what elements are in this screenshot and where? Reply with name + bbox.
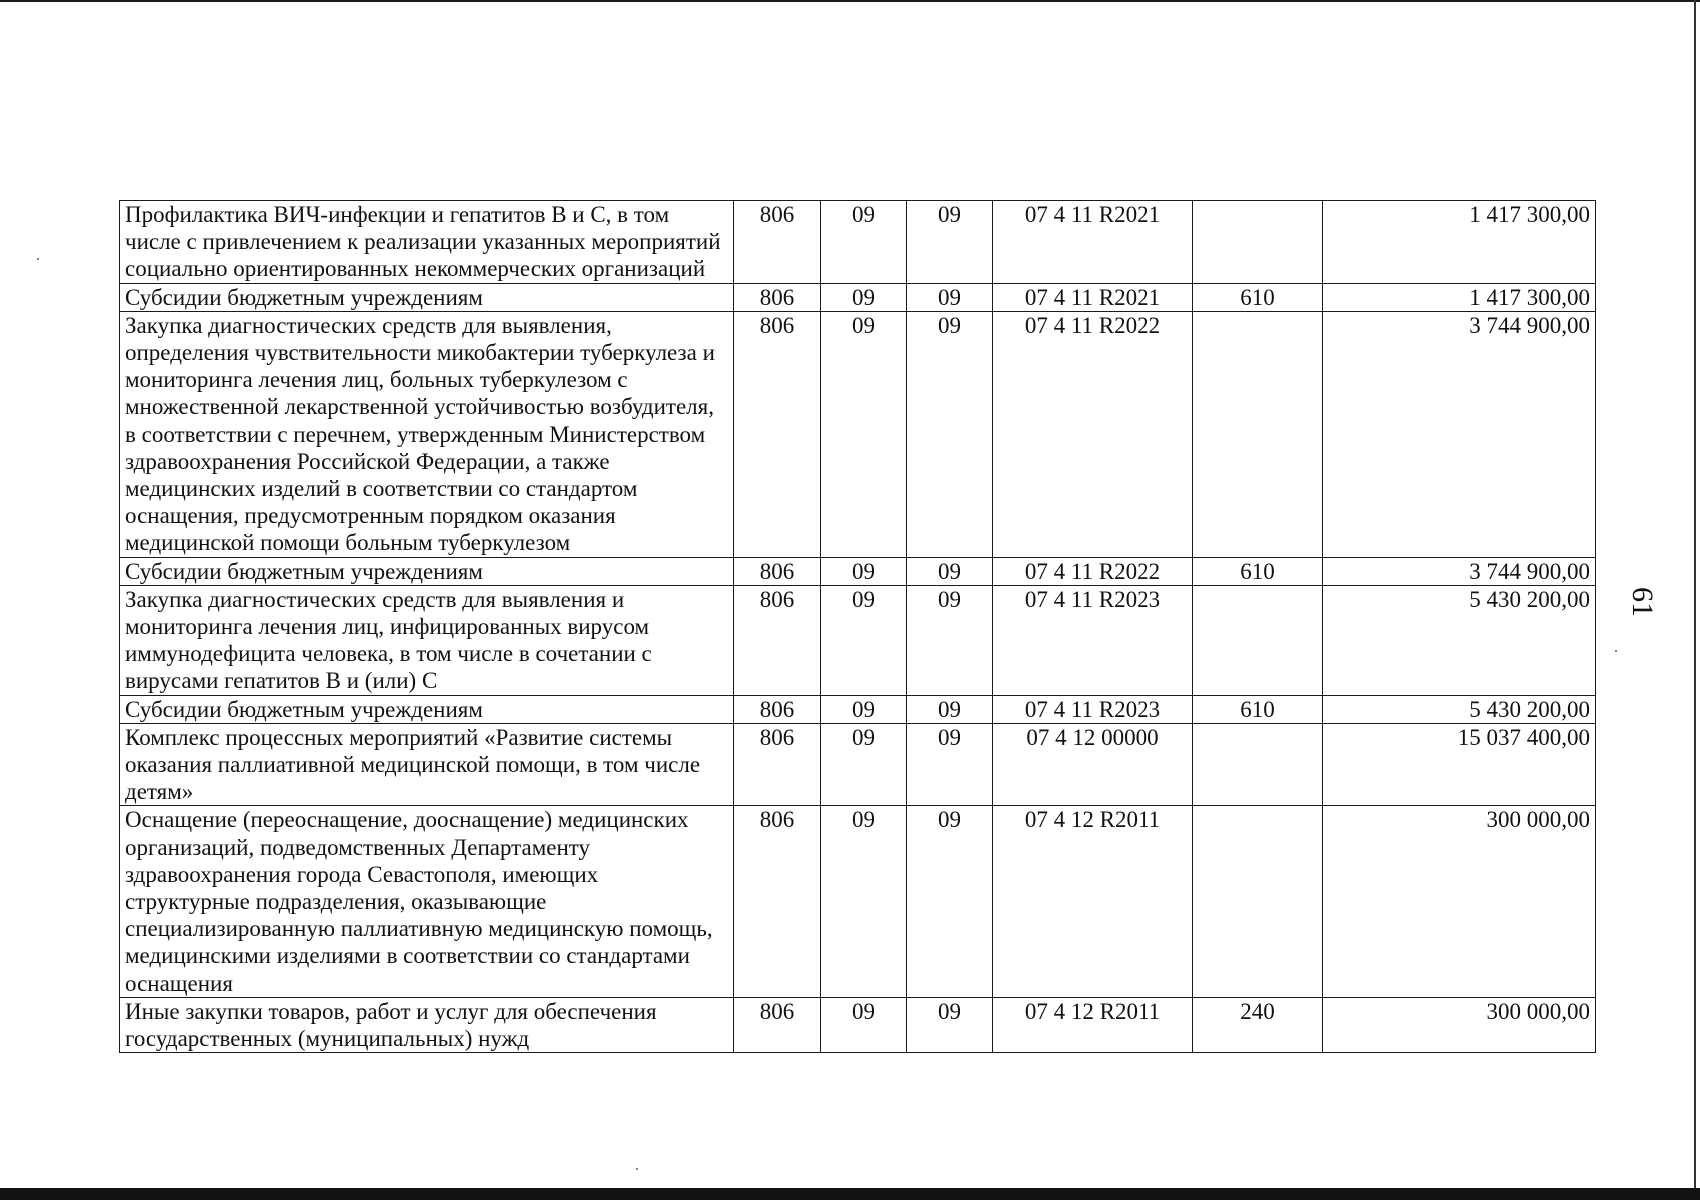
vr-cell <box>1193 201 1323 284</box>
table-row <box>120 201 1596 284</box>
vr-cell <box>1193 585 1323 695</box>
ved-cell: 806 <box>734 997 821 1052</box>
scan-edge-bottom <box>0 1188 1700 1200</box>
csr-cell: 07 4 12 00000 <box>993 723 1193 806</box>
row-name-cell: Комплекс процессных мероприятий «Развитие системы оказания паллиативной медицинской помощи, в том числе детям» <box>120 723 734 806</box>
pr-cell: 09 <box>907 806 993 997</box>
vr-cell: 240 <box>1193 997 1323 1052</box>
amount-cell: 15 037 400,00 <box>1323 723 1596 806</box>
ved-cell: 806 <box>734 806 821 997</box>
table-row <box>120 723 1596 806</box>
pr-cell: 09 <box>907 557 993 585</box>
scan-speck <box>636 1168 638 1170</box>
rz-cell: 09 <box>821 201 907 284</box>
page-number: 61 <box>1626 587 1659 617</box>
row-name-cell: Профилактика ВИЧ-инфекции и гепатитов В и С, в том числе с привлечением к реализации указанных мероприятий социально ориентированных некоммерческих организаций <box>120 201 734 284</box>
csr-cell: 07 4 12 R2011 <box>993 997 1193 1052</box>
amount-cell: 3 744 900,00 <box>1323 557 1596 585</box>
ved-cell: 806 <box>734 723 821 806</box>
row-name-cell: Субсидии бюджетным учреждениям <box>120 283 734 311</box>
amount-cell: 5 430 200,00 <box>1323 695 1596 723</box>
vr-cell: 610 <box>1193 695 1323 723</box>
csr-cell: 07 4 11 R2023 <box>993 695 1193 723</box>
vr-cell: 610 <box>1193 283 1323 311</box>
pr-cell: 09 <box>907 997 993 1052</box>
rz-cell: 09 <box>821 311 907 557</box>
vr-cell: 610 <box>1193 557 1323 585</box>
rz-cell: 09 <box>821 695 907 723</box>
pr-cell: 09 <box>907 311 993 557</box>
table-row <box>120 695 1596 723</box>
amount-cell: 5 430 200,00 <box>1323 585 1596 695</box>
csr-cell: 07 4 11 R2021 <box>993 201 1193 284</box>
rz-cell: 09 <box>821 585 907 695</box>
table-row <box>120 585 1596 695</box>
ved-cell: 806 <box>734 283 821 311</box>
pr-cell: 09 <box>907 283 993 311</box>
ved-cell: 806 <box>734 201 821 284</box>
rz-cell: 09 <box>821 557 907 585</box>
table-row <box>120 311 1596 557</box>
pr-cell: 09 <box>907 201 993 284</box>
rz-cell: 09 <box>821 283 907 311</box>
table-row <box>120 557 1596 585</box>
amount-cell: 300 000,00 <box>1323 806 1596 997</box>
ved-cell: 806 <box>734 557 821 585</box>
table-row <box>120 997 1596 1052</box>
table-row <box>120 283 1596 311</box>
vr-cell <box>1193 311 1323 557</box>
rz-cell: 09 <box>821 806 907 997</box>
csr-cell: 07 4 11 R2021 <box>993 283 1193 311</box>
row-name-cell: Субсидии бюджетным учреждениям <box>120 695 734 723</box>
vr-cell <box>1193 806 1323 997</box>
ved-cell: 806 <box>734 695 821 723</box>
rz-cell: 09 <box>821 723 907 806</box>
csr-cell: 07 4 11 R2022 <box>993 557 1193 585</box>
vr-cell <box>1193 723 1323 806</box>
pr-cell: 09 <box>907 585 993 695</box>
csr-cell: 07 4 12 R2011 <box>993 806 1193 997</box>
pr-cell: 09 <box>907 695 993 723</box>
csr-cell: 07 4 11 R2022 <box>993 311 1193 557</box>
row-name-cell: Оснащение (переоснащение, дооснащение) медицинских организаций, подведомственных Департаменту здравоохранения города Севастополя, имеющих структурные подразделения, оказывающие специализированную паллиативную медицинскую помощь, медицинскими изделиями в соответствии со стандартами оснащения <box>120 806 734 997</box>
scan-speck <box>37 258 39 260</box>
ved-cell: 806 <box>734 585 821 695</box>
row-name-cell: Закупка диагностических средств для выявления и мониторинга лечения лиц, инфицированных вирусом иммунодефицита человека, в том числе в сочетании с вирусами гепатитов В и (или) С <box>120 585 734 695</box>
amount-cell: 1 417 300,00 <box>1323 201 1596 284</box>
rz-cell: 09 <box>821 997 907 1052</box>
pr-cell: 09 <box>907 723 993 806</box>
row-name-cell: Иные закупки товаров, работ и услуг для обеспечения государственных (муниципальных) нужд <box>120 997 734 1052</box>
budget-table <box>119 200 1596 1053</box>
scan-edge-right <box>1694 0 1696 1188</box>
row-name-cell: Закупка диагностических средств для выявления, определения чувствительности микобактерии туберкулеза и мониторинга лечения лиц, больных туберкулезом с множественной лекарственной устойчивостью возбудителя, в соответствии с перечнем, утвержденным Министерством здравоохранения Российской Федерации, а также медицинских изделий в соответствии со стандартом оснащения, предусмотренным порядком оказания медицинской помощи больным туберкулезом <box>120 311 734 557</box>
scan-speck <box>1615 650 1617 652</box>
amount-cell: 300 000,00 <box>1323 997 1596 1052</box>
table-row <box>120 806 1596 997</box>
row-name-cell: Субсидии бюджетным учреждениям <box>120 557 734 585</box>
csr-cell: 07 4 11 R2023 <box>993 585 1193 695</box>
scan-edge-top <box>0 0 1700 2</box>
amount-cell: 1 417 300,00 <box>1323 283 1596 311</box>
amount-cell: 3 744 900,00 <box>1323 311 1596 557</box>
ved-cell: 806 <box>734 311 821 557</box>
